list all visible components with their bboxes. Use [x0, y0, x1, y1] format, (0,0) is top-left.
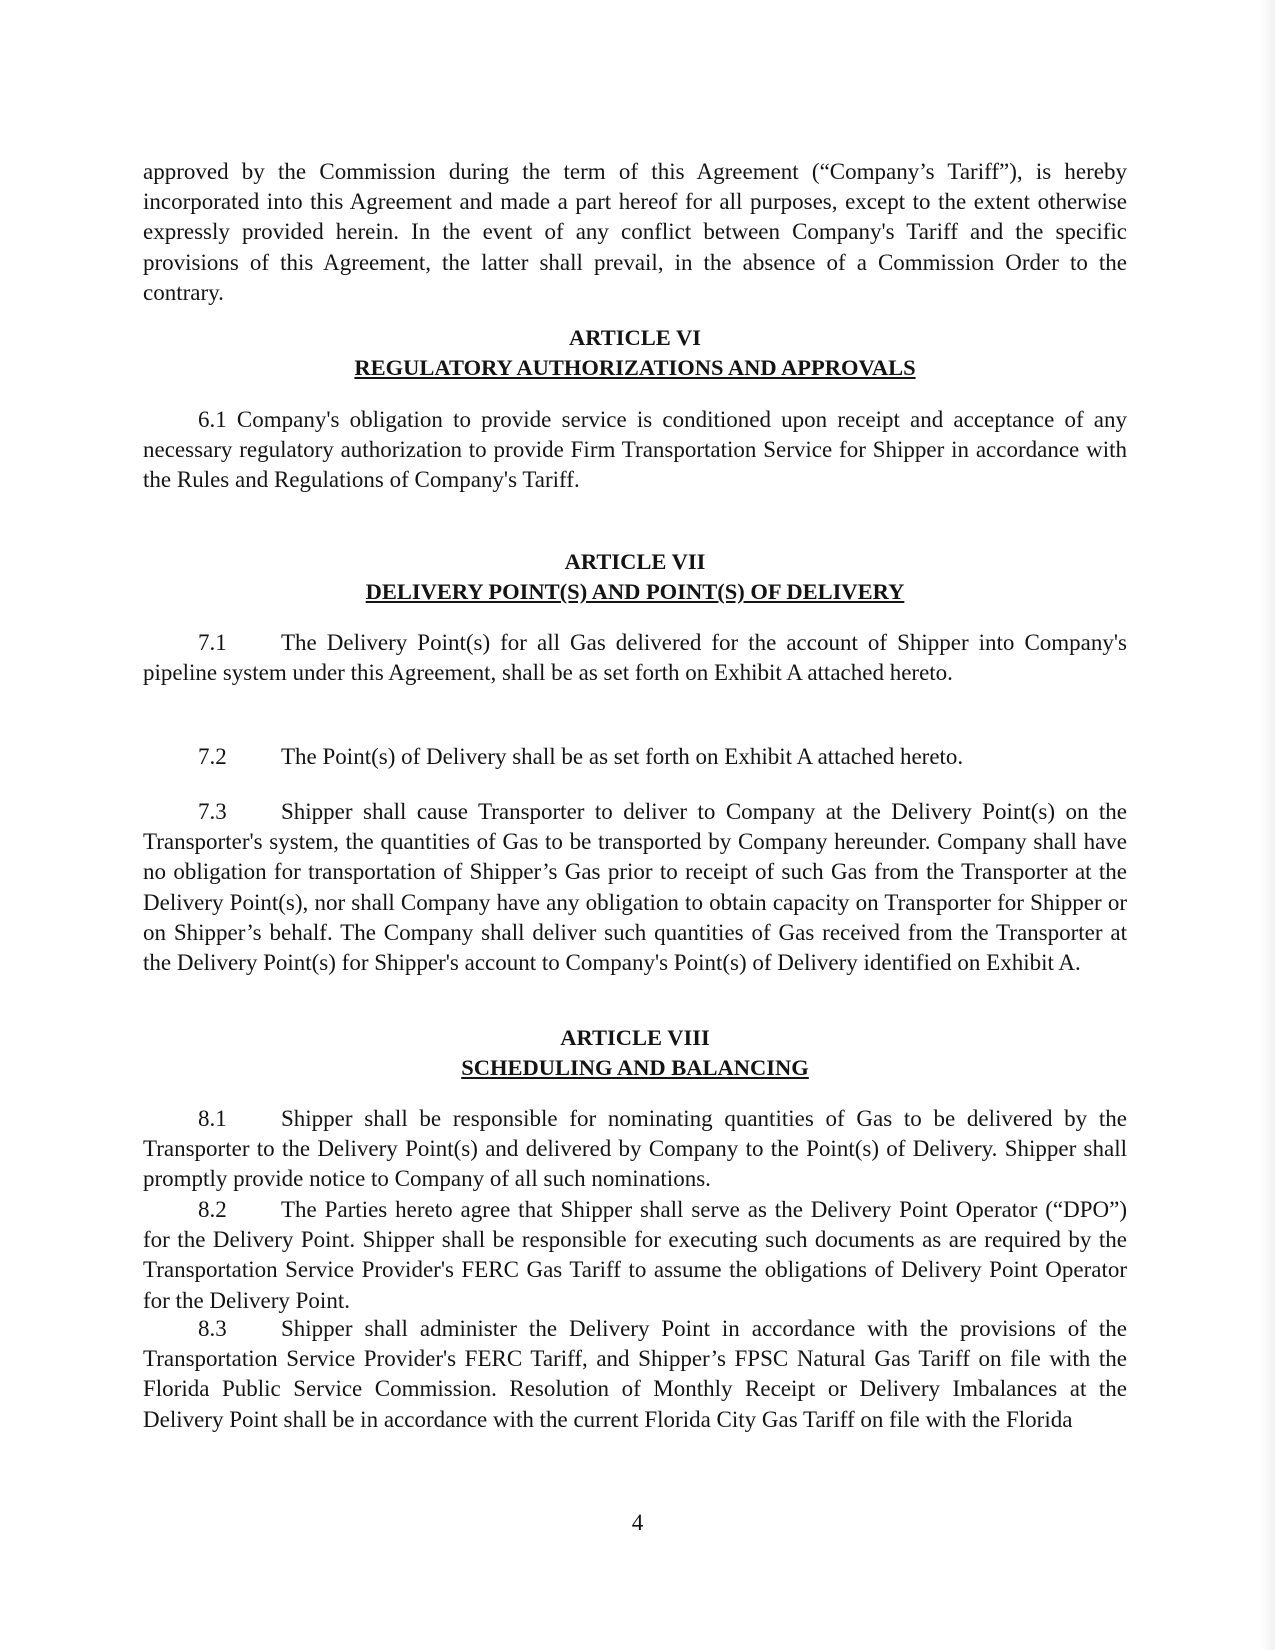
section-7-1 — [143, 628, 1127, 688]
article-6-title: REGULATORY AUTHORIZATIONS AND APPROVALS — [354, 355, 916, 380]
section-7-3-text: Shipper shall cause Transporter to deliver to Company at the Delivery Point(s) on the Transporter's system, the quantities of Gas to be transported by Company hereunder. Company shall have no obligation for transportation of Shipper’s Gas prior to receipt of such Gas from the Transporter at the Delivery Point(s), nor shall Company have any obligation to obtain capacity on Transporter for Shipper or on Shipper’s behalf. The Company shall deliver such quantities of Gas received from the Transporter at the Delivery Point(s) for Shipper's account to Company's Point(s) of Delivery identified on Exhibit A. — [143, 799, 1127, 976]
article-7-heading — [143, 547, 1127, 607]
section-7-2-number: 7.2 — [198, 744, 227, 769]
scan-edge-shadow — [1261, 0, 1275, 1650]
section-7-2 — [143, 742, 1127, 772]
section-8-3 — [143, 1314, 1127, 1435]
article-7-title: DELIVERY POINT(S) AND POINT(S) OF DELIVERY — [365, 579, 905, 604]
section-8-2-text: The Parties hereto agree that Shipper shall serve as the Delivery Point Operator (“DPO”) for the Delivery Point. Shipper shall be responsible for executing such documents as are required by the Transportation Service Provider's FERC Gas Tariff to assume the obligations of Delivery Point Operator for the Delivery Point. — [143, 1197, 1127, 1313]
section-7-2-text: The Point(s) of Delivery shall be as set forth on Exhibit A attached hereto. — [281, 744, 964, 769]
article-8-title: SCHEDULING AND BALANCING — [461, 1055, 809, 1080]
article-7-number: ARTICLE VII — [564, 549, 706, 574]
section-8-2-number: 8.2 — [198, 1197, 227, 1222]
section-7-1-text: The Delivery Point(s) for all Gas delivered for the account of Shipper into Company's pipeline system under this Agreement, shall be as set forth on Exhibit A attached hereto. — [143, 630, 1127, 686]
intro-paragraph: approved by the Commission during the term of this Agreement (“Company’s Tariff”), is hereby incorporated into this Agreement and made a part hereof for all purposes, except to the extent otherwise expressly provided herein. In the event of any conflict between Company's Tariff and the specific provisions of this Agreement, the latter shall prevail, in the absence of a Commission Order to the contrary. — [143, 159, 1127, 305]
section-8-1 — [143, 1104, 1127, 1195]
article-6-heading — [143, 323, 1127, 383]
page-number: 4 — [631, 1510, 644, 1535]
section-6-1: 6.1 Company's obligation to provide service is conditioned upon receipt and acceptance of any necessary regulatory authorization to provide Firm Transportation Service for Shipper in accordance with the Rules and Regulations of Company's Tariff. — [143, 407, 1127, 493]
article-8-heading — [143, 1023, 1127, 1083]
section-7-1-number: 7.1 — [198, 630, 227, 655]
section-8-3-text: Shipper shall administer the Delivery Point in accordance with the provisions of the Transportation Service Provider's FERC Tariff, and Shipper’s FPSC Natural Gas Tariff on file with the Florida Public Service Commission. Resolution of Monthly Receipt or Delivery Imbalances at the Delivery Point shall be in accordance with the current Florida City Gas Tariff on file with the Florida — [143, 1316, 1127, 1432]
section-8-3-number: 8.3 — [198, 1316, 227, 1341]
section-7-3 — [143, 797, 1127, 978]
article-6-number: ARTICLE VI — [569, 325, 701, 350]
article-8-number: ARTICLE VIII — [560, 1025, 710, 1050]
section-8-2 — [143, 1195, 1127, 1316]
section-8-1-text: Shipper shall be responsible for nominating quantities of Gas to be delivered by the Transporter to the Delivery Point(s) and delivered by Company to the Point(s) of Delivery. Shipper shall promptly provide notice to Company of all such nominations. — [143, 1106, 1127, 1192]
section-7-3-number: 7.3 — [198, 799, 227, 824]
section-8-1-number: 8.1 — [198, 1106, 227, 1131]
